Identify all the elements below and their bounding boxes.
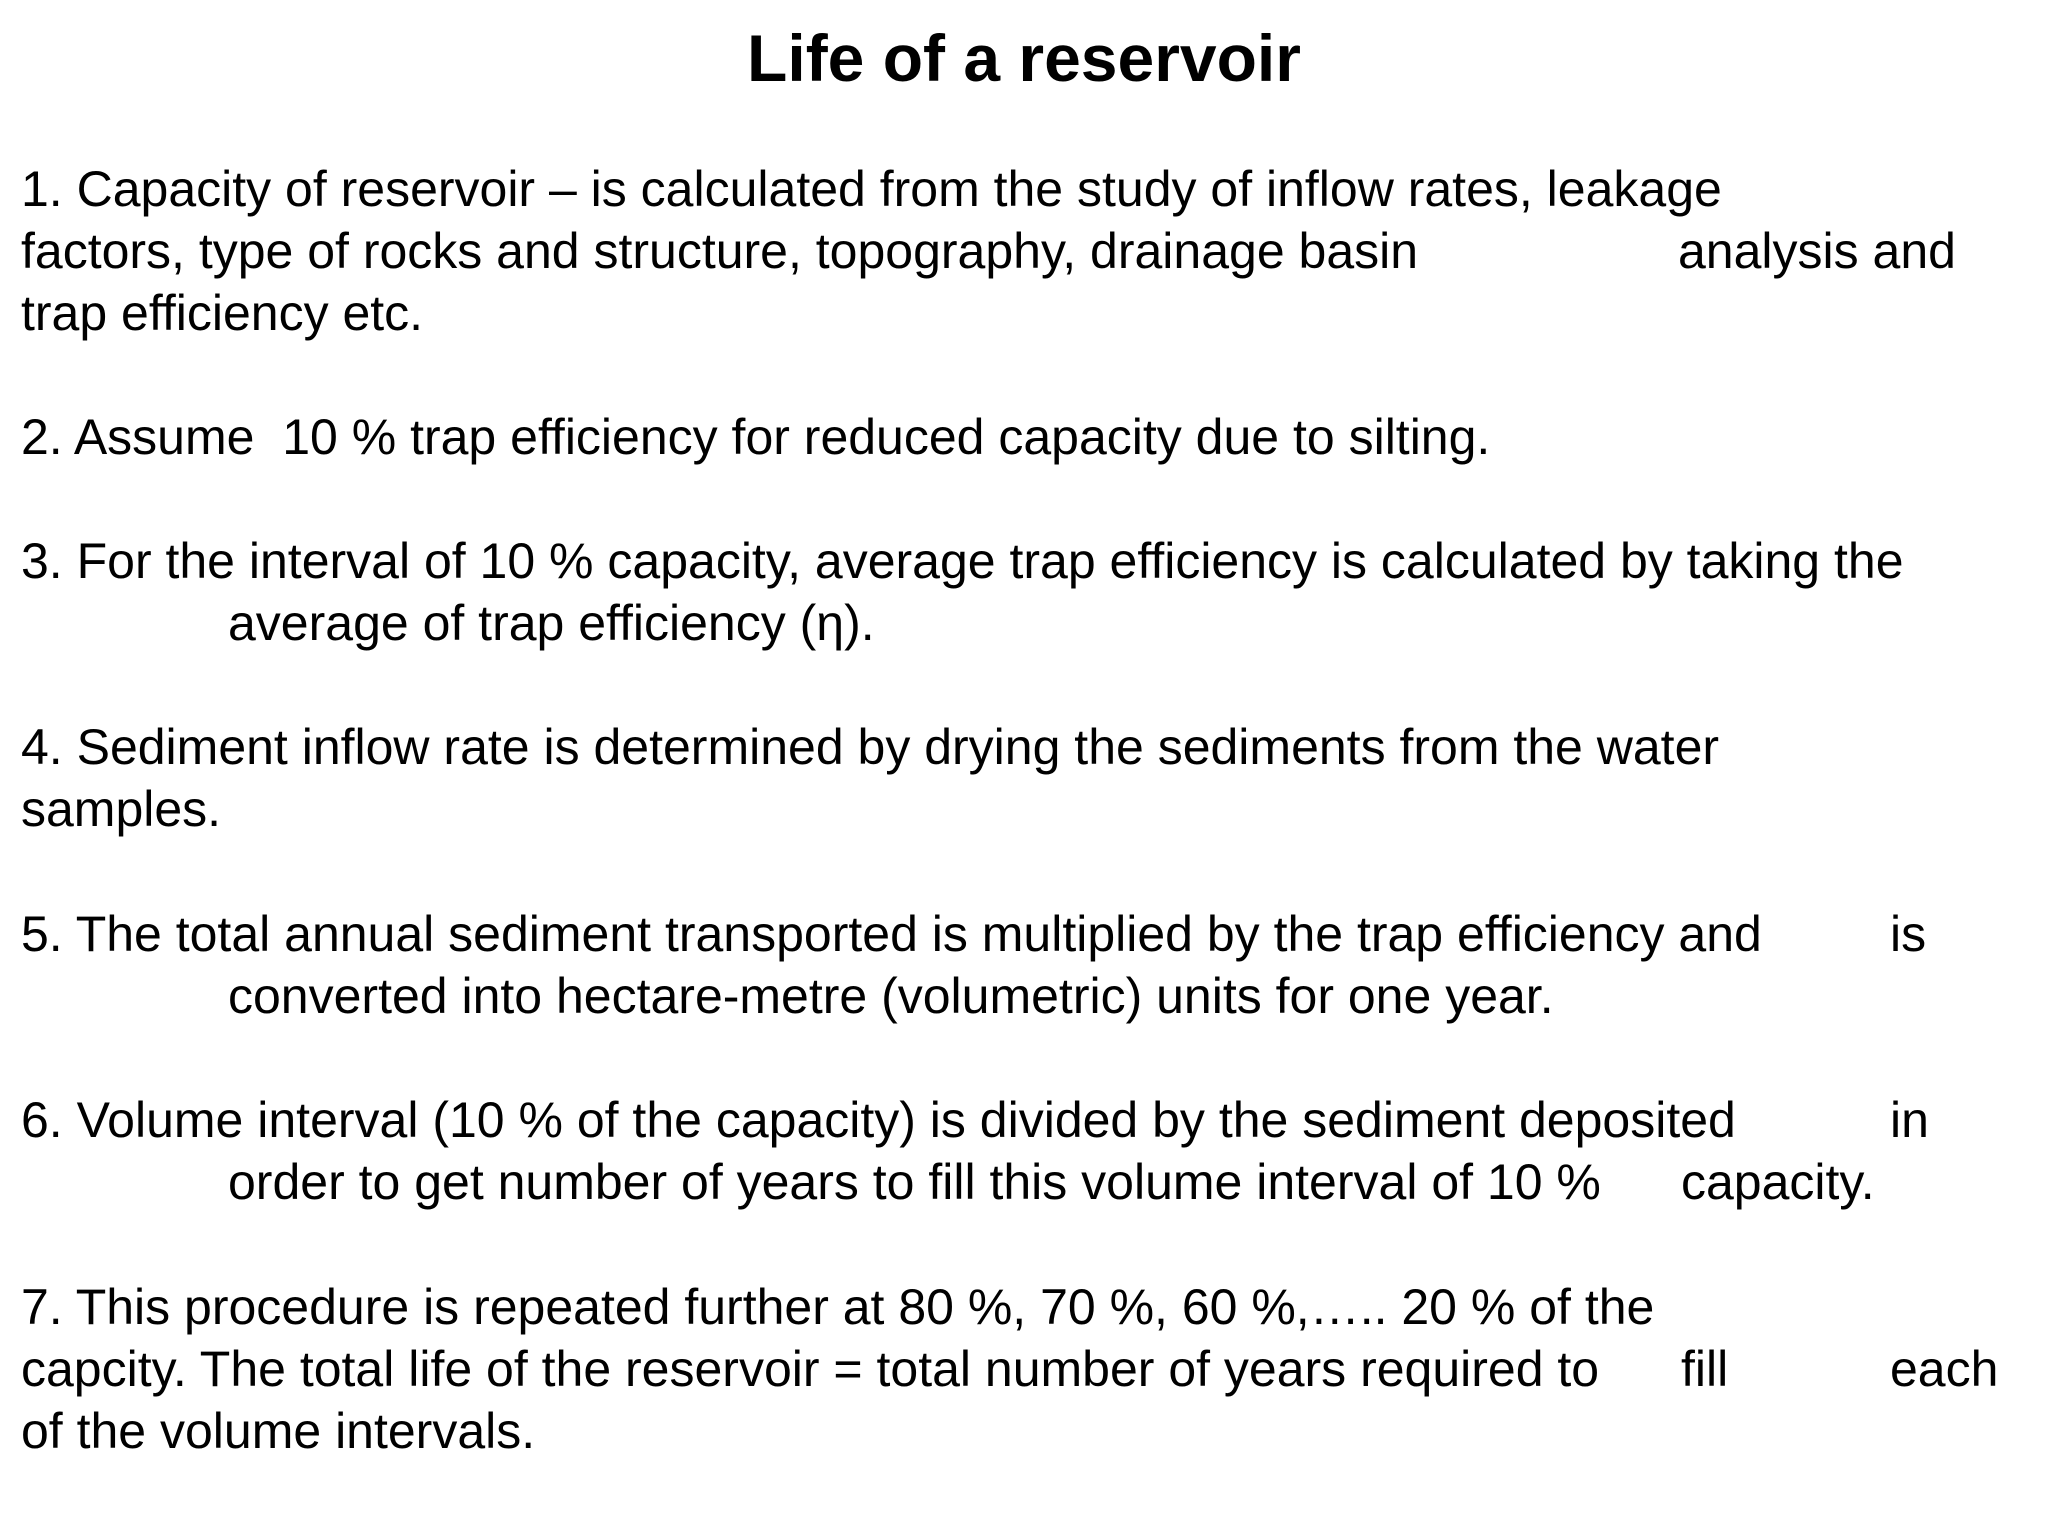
point-6-line-1-end: in — [1890, 1092, 1929, 1148]
point-6-line-1: 6. Volume interval (10 % of the capacity) is divided by the sediment deposited — [21, 1092, 1736, 1148]
point-4-line-1: 4. Sediment inflow rate is determined by drying the sediments from the water — [21, 719, 1720, 775]
point-6-line-2-end: capacity. — [1681, 1154, 1875, 1210]
point-3-line-1: 3. For the interval of 10 % capacity, average trap efficiency is calculated by taking the — [21, 533, 1904, 589]
point-6-line-2: order to get number of years to fill this volume interval of 10 % — [228, 1154, 1601, 1210]
point-5-line-2: converted into hectare-metre (volumetric) units for one year. — [228, 968, 1554, 1024]
point-7-line-3: of the volume intervals. — [21, 1403, 536, 1459]
point-4-line-2: samples. — [21, 781, 222, 837]
point-1-line-1: 1. Capacity of reservoir – is calculated from the study of inflow rates, leakage — [21, 161, 1722, 217]
point-7-line-2: capcity. The total life of the reservoir = total number of years required to — [21, 1341, 1600, 1397]
point-1-line-2: factors, type of rocks and structure, topography, drainage basin — [21, 223, 1419, 279]
point-7-line-2-end: each — [1890, 1341, 1999, 1397]
point-5-line-1-end: is — [1890, 906, 1927, 962]
point-7-line-1: 7. This procedure is repeated further at 80 %, 70 %, 60 %,….. 20 % of the — [21, 1279, 1655, 1335]
slide-title: Life of a reservoir — [747, 21, 1301, 95]
point-5-line-1: 5. The total annual sediment transported is multiplied by the trap efficiency and — [21, 906, 1762, 962]
point-2-line-1: 2. Assume 10 % trap efficiency for reduced capacity due to silting. — [21, 409, 1491, 465]
point-1-line-3: trap efficiency etc. — [21, 285, 424, 341]
point-7-line-2-mid: fill — [1681, 1341, 1729, 1397]
point-1-line-2-end: analysis and — [1678, 223, 1956, 279]
point-3-line-2: average of trap efficiency (η). — [228, 595, 875, 651]
